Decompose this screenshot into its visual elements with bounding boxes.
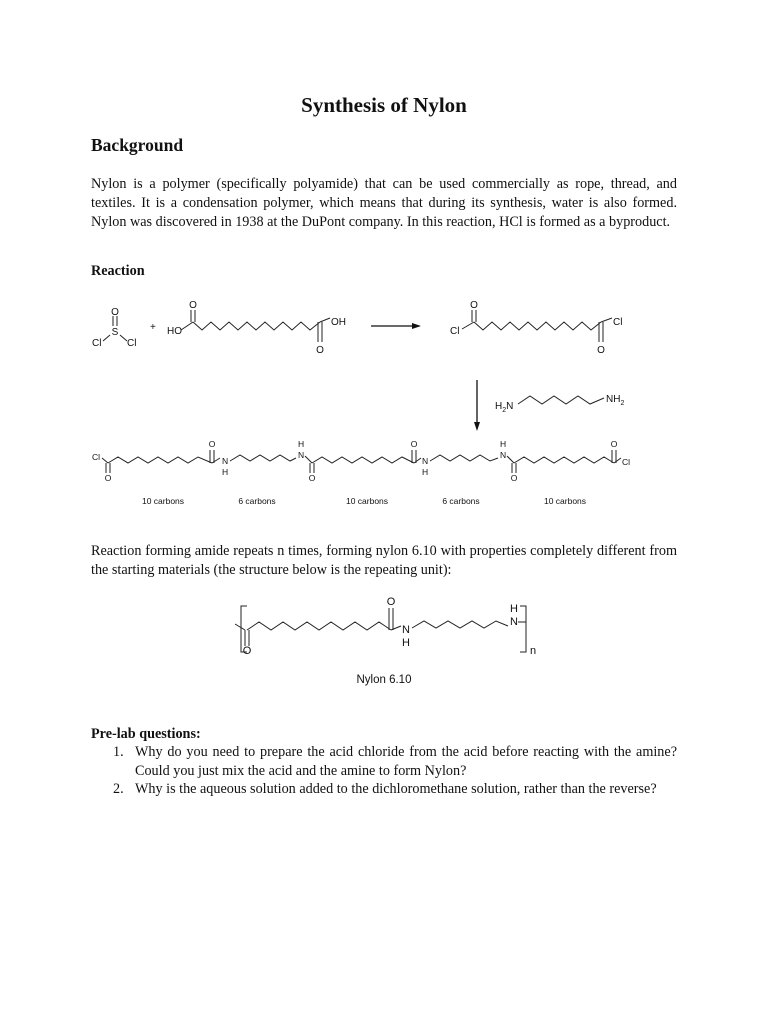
prelab-heading: Pre-lab questions: <box>91 726 201 742</box>
reaction-arrow-right <box>371 323 421 329</box>
carbon-chain <box>108 457 212 463</box>
bond <box>103 335 110 341</box>
chlorine-label: Cl <box>450 326 460 337</box>
oxygen-label: O <box>308 473 316 483</box>
list-item <box>113 780 677 799</box>
chlorine-label: Cl <box>92 452 101 462</box>
bond <box>601 318 612 322</box>
oxygen-label: O <box>610 439 618 449</box>
carbon-chain <box>412 621 508 628</box>
oxygen-label: O <box>597 345 605 356</box>
oxygen-label: O <box>111 307 119 318</box>
chlorine-label: Cl <box>92 338 102 349</box>
oxygen-label: O <box>510 473 518 483</box>
chlorine-label: Cl <box>622 457 631 467</box>
bond <box>120 335 127 341</box>
carbon-chain <box>312 457 414 463</box>
polyamide-chain-structure <box>92 439 630 483</box>
carbon-count-label: 10 carbons <box>141 496 185 506</box>
nitrogen-label: N <box>298 450 305 460</box>
nitrogen-label: N <box>422 456 429 466</box>
reaction-heading: Reaction <box>91 263 145 279</box>
hydroxyl-label: HO <box>167 326 182 337</box>
oxygen-label: O <box>316 345 324 356</box>
sulfur-label: S <box>111 327 119 338</box>
prelab-question-list <box>113 743 677 799</box>
subscript-n: n <box>530 645 537 657</box>
oxygen-label: O <box>242 645 252 657</box>
bond <box>414 458 421 463</box>
arrow-head <box>474 422 480 431</box>
bond <box>235 624 245 630</box>
bond <box>614 458 621 463</box>
carbon-chain <box>514 457 614 463</box>
hydroxyl-label: OH <box>331 317 346 328</box>
carbon-chain <box>430 455 498 461</box>
oxygen-label: O <box>189 300 197 311</box>
plus-sign: + <box>150 322 156 333</box>
carbon-chain <box>193 322 320 330</box>
carbon-chain <box>518 396 604 404</box>
question-text: Why is the aqueous solution added to the dichloromethane solution, rather than the reverse? <box>135 781 657 797</box>
hexamethylenediamine-structure <box>495 394 624 414</box>
nitrogen-label: N <box>222 456 229 466</box>
carbon-chain <box>474 322 601 330</box>
background-paragraph: Nylon is a polymer (specifically polyamide) that can be used commercially as rope, thread, and textiles. It is a condensation polymer, which means that during its synthesis, water is also formed. Nylon was discovered in 1938 at the DuPont company. In this reaction, HCl is formed as a byproduct. <box>91 176 677 230</box>
oxygen-label: O <box>208 439 216 449</box>
nitrogen-label: N <box>402 624 410 636</box>
chlorine-label: Cl <box>613 317 623 328</box>
nylon-repeat-unit-structure <box>235 596 536 657</box>
page-title: Synthesis of Nylon <box>301 93 467 117</box>
chlorine-label: Cl <box>127 338 137 349</box>
thionyl-chloride-structure <box>92 307 136 349</box>
bond <box>181 322 193 330</box>
arrow-head <box>412 323 421 329</box>
hydrogen-label: H <box>298 439 305 449</box>
question-number: 2. <box>113 781 124 797</box>
bond <box>462 322 474 329</box>
background-heading: Background <box>91 135 184 155</box>
nylon-caption: Nylon 6.10 <box>356 674 412 686</box>
sebacoyl-chloride-structure <box>450 300 622 356</box>
list-item <box>113 743 677 780</box>
question-text: Why do you need to prepare the acid chloride from the acid before reacting with the amine? Could you just mix the acid and the amine to form Nylon? <box>135 744 677 779</box>
reaction-arrow-down <box>474 380 480 431</box>
hydrogen-label: H <box>510 603 518 615</box>
oxygen-label: O <box>470 300 478 311</box>
right-bracket <box>520 606 526 652</box>
amine-label: $H_2N$ <box>495 401 514 414</box>
amine-label: $NH_2$ <box>606 394 625 407</box>
carbon-count-label: 6 carbons <box>442 496 480 506</box>
hydrogen-label: H <box>222 467 229 477</box>
question-number: 1. <box>113 744 124 760</box>
carbon-chain <box>247 622 391 630</box>
nitrogen-label: N <box>500 450 507 460</box>
carbon-count-label: 10 carbons <box>345 496 389 506</box>
oxygen-label: O <box>386 596 396 608</box>
carbon-chain <box>230 455 296 461</box>
carbon-count-label: 6 carbons <box>238 496 276 506</box>
repeat-paragraph: Reaction forming amide repeats n times, forming nylon 6.10 with properties completely different from the starting materials (the structure below is the repeating unit): <box>91 543 677 578</box>
oxygen-label: O <box>410 439 418 449</box>
bond <box>507 456 514 463</box>
sebacic-acid-structure <box>167 300 346 356</box>
hydrogen-label: H <box>422 467 429 477</box>
bond <box>320 318 330 322</box>
hydrogen-label: H <box>500 439 507 449</box>
oxygen-label: O <box>104 473 112 483</box>
hydrogen-label: H <box>402 637 410 649</box>
bond <box>212 458 220 463</box>
bond <box>305 456 312 463</box>
bond <box>102 458 108 463</box>
nitrogen-label: N <box>510 616 518 628</box>
carbon-count-label: 10 carbons <box>543 496 587 506</box>
